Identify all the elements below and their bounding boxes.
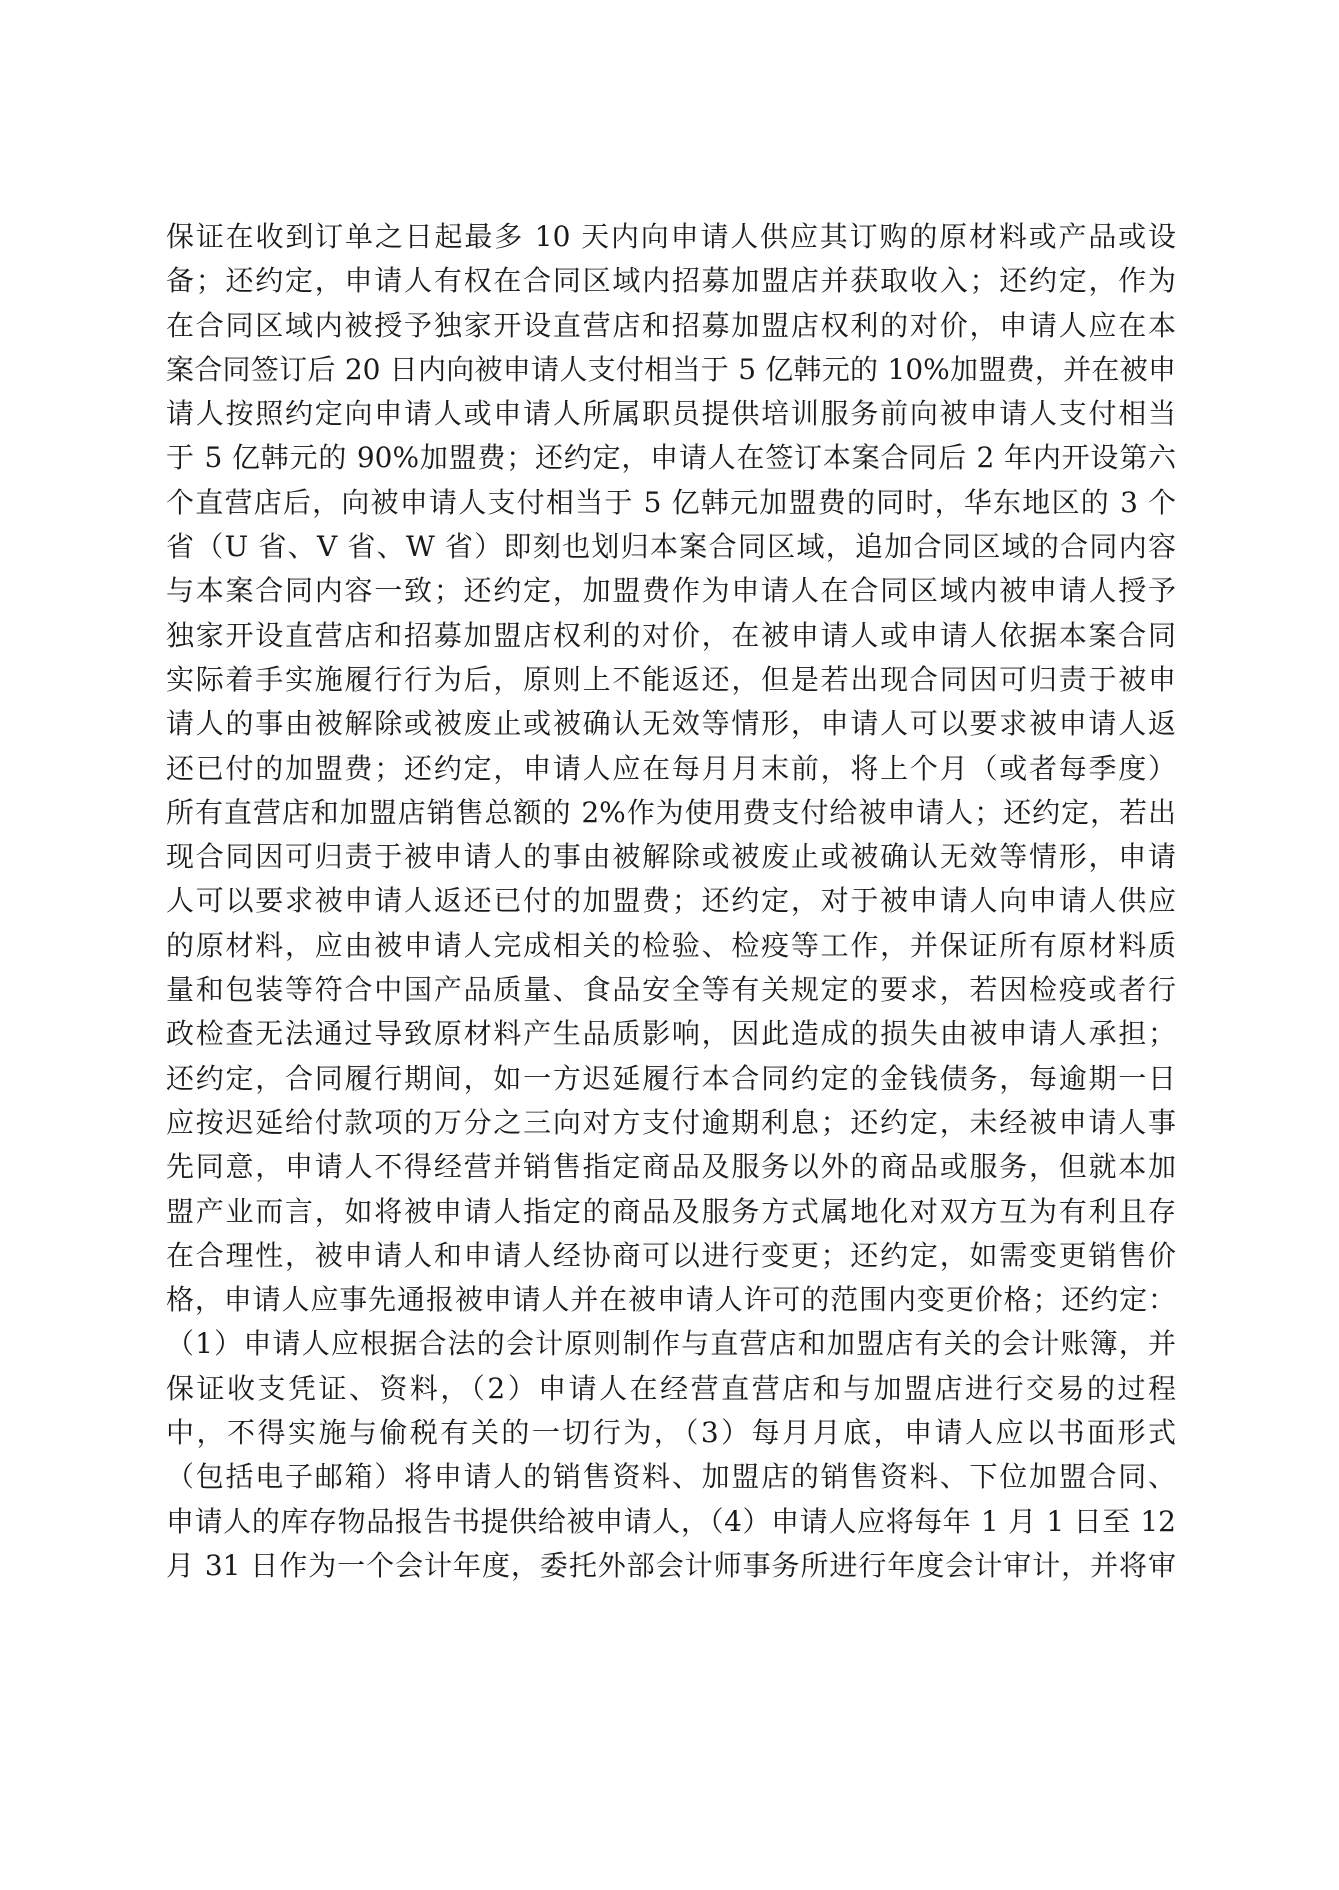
text-line: 政检查无法通过导致原材料产生品质影响，因此造成的损失由被申请人承担； (166, 1017, 1176, 1051)
body-text (166, 215, 1176, 1588)
text-line: （包括电子邮箱）将申请人的销售资料、加盟店的销售资料、下位加盟合同、 (166, 1460, 1176, 1494)
text-line: 省（U 省、V 省、W 省）即刻也划归本案合同区域，追加合同区域的合同内容 (166, 530, 1176, 564)
text-line: 月 31 日作为一个会计年度，委托外部会计师事务所进行年度会计审计，并将审 (166, 1548, 1176, 1582)
text-line: 于 5 亿韩元的 90%加盟费；还约定，申请人在签订本案合同后 2 年内开设第六 (166, 441, 1176, 475)
text-line: 备；还约定，申请人有权在合同区域内招募加盟店并获取收入；还约定，作为 (166, 264, 1176, 298)
text-line: 请人的事由被解除或被废止或被确认无效等情形，申请人可以要求被申请人返 (166, 707, 1176, 741)
text-line: 盟产业而言，如将被申请人指定的商品及服务方式属地化对双方互为有利且存 (166, 1194, 1176, 1228)
text-line: 量和包装等符合中国产品质量、食品安全等有关规定的要求，若因检疫或者行 (166, 973, 1176, 1007)
text-line: 应按迟延给付款项的万分之三向对方支付逾期利息；还约定，未经被申请人事 (166, 1105, 1176, 1139)
text-line: 请人按照约定向申请人或申请人所属职员提供培训服务前向被申请人支付相当 (166, 397, 1176, 431)
text-line: 保证在收到订单之日起最多 10 天内向申请人供应其订购的原材料或产品或设 (166, 220, 1176, 253)
text-line: 现合同因可归责于被申请人的事由被解除或被废止或被确认无效等情形，申请 (166, 840, 1176, 874)
text-line: 人可以要求被申请人返还已付的加盟费；还约定，对于被申请人向申请人供应 (166, 884, 1176, 918)
text-line: 中，不得实施与偷税有关的一切行为，（3）每月月底，申请人应以书面形式 (166, 1416, 1176, 1450)
text-line: 与本案合同内容一致；还约定，加盟费作为申请人在合同区域内被申请人授予 (166, 574, 1176, 608)
text-line: 独家开设直营店和招募加盟店权利的对价，在被申请人或申请人依据本案合同 (166, 618, 1176, 652)
text-line: （1）申请人应根据合法的会计原则制作与直营店和加盟店有关的会计账簿，并 (166, 1327, 1176, 1361)
text-line: 还约定，合同履行期间，如一方迟延履行本合同约定的金钱债务，每逾期一日 (166, 1061, 1176, 1095)
text-line: 保证收支凭证、资料，（2）申请人在经营直营店和与加盟店进行交易的过程 (166, 1371, 1176, 1405)
text-line: 的原材料，应由被申请人完成相关的检验、检疫等工作，并保证所有原材料质 (166, 928, 1176, 962)
text-line: 实际着手实施履行行为后，原则上不能返还，但是若出现合同因可归责于被申 (166, 662, 1176, 696)
text-line: 所有直营店和加盟店销售总额的 2%作为使用费支付给被申请人；还约定，若出 (166, 795, 1176, 829)
text-line: 格，申请人应事先通报被申请人并在被申请人许可的范围内变更价格；还约定： (166, 1283, 1176, 1317)
text-line: 申请人的库存物品报告书提供给被申请人，（4）申请人应将每年 1 月 1 日至 12 (166, 1504, 1176, 1538)
text-line: 在合理性，被申请人和申请人经协商可以进行变更；还约定，如需变更销售价 (166, 1238, 1176, 1272)
text-line: 在合同区域内被授予独家开设直营店和招募加盟店权利的对价，申请人应在本 (166, 308, 1176, 342)
text-line: 个直营店后，向被申请人支付相当于 5 亿韩元加盟费的同时，华东地区的 3 个 (166, 485, 1176, 519)
text-line: 还已付的加盟费；还约定，申请人应在每月月末前，将上个月（或者每季度） (166, 751, 1176, 785)
text-line: 案合同签订后 20 日内向被申请人支付相当于 5 亿韩元的 10%加盟费，并在被申 (166, 352, 1176, 386)
text-line: 先同意，申请人不得经营并销售指定商品及服务以外的商品或服务，但就本加 (166, 1150, 1176, 1184)
